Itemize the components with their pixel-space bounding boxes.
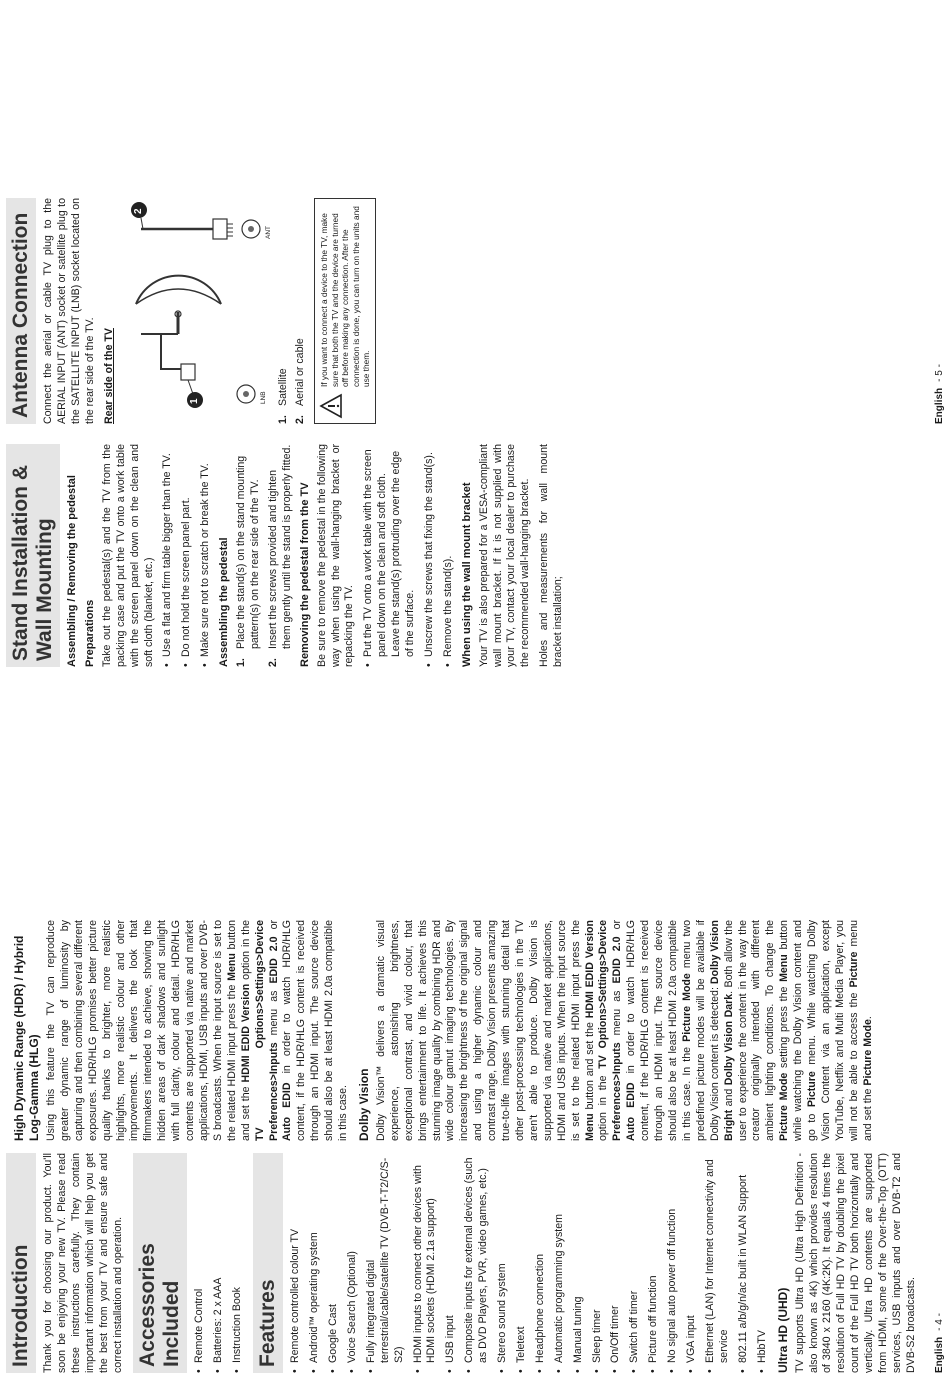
list-item: • Google Cast — [327, 1153, 341, 1373]
list-item: • Use a flat and firm table bigger than the TV. — [161, 444, 175, 667]
list-item: 2. Aerial or cable — [294, 338, 307, 424]
assembly-steps — [235, 444, 295, 667]
list-item: • Instruction Book — [231, 1153, 245, 1373]
satellite-dish-icon — [136, 276, 221, 380]
list-item: • Do not hold the screen panel part. — [180, 444, 194, 667]
list-item: • Automatic programming system — [553, 1153, 567, 1373]
removing-list — [362, 444, 455, 667]
list-item: • Batteries: 2 x AAA — [212, 1153, 226, 1373]
antenna-heading: Antenna Connection — [6, 198, 36, 424]
warning-text: If you want to connect a device to the TV, make sure that both the TV and the device are turned off before making any connection. After the connection is done, you can turn on the units and use them. — [319, 206, 371, 387]
accessories-list — [193, 1153, 245, 1373]
ant-label: ANT — [264, 226, 272, 239]
hdr-heading: High Dynamic Range (HDR) / Hybrid Log-Gamma (HLG) — [12, 935, 41, 1141]
features-list — [289, 1153, 769, 1373]
list-item: • Stereo sound system — [496, 1153, 510, 1373]
list-item: • Remove the stand(s). — [442, 444, 456, 667]
accessories-heading: Accessories Included — [133, 1153, 187, 1373]
list-item: • Switch off timer — [628, 1153, 642, 1373]
wall-mount-holes-text: Holes and measurements for wall mount bracket installation; — [538, 444, 565, 667]
warning-icon — [319, 393, 343, 419]
assembling-heading: Assembling / Removing the pedestal — [66, 475, 78, 667]
footer-right: English- 5 - — [934, 364, 945, 424]
uhd-text: TV supports Ultra HD (Ultra High Definition - also known as 4K) which provides resolution of 3840 x 2160 (4K:2K). It equals 4 times the resolution of Full HD TV by doubling the pixel count of the Full HD TV both horizontally and vertically. Ultra HD contents are supported from HDMI, some of the Over-the-Top (OTT) services, USB inputs and over DVB-T2 and DVB-S2 broadcasts. — [793, 1153, 917, 1373]
preparations-heading: Preparations — [83, 599, 96, 667]
rear-side-label: Rear side of the TV — [102, 328, 115, 424]
antenna-text: Connect the aerial or cable TV plug to the AERIAL INPUT (ANT) socket or satellite plug to the SATELLITE INPUT (LNB) socket located on the rear side of the TV. — [42, 198, 96, 424]
hdr-text: Using this feature the TV can reproduce greater dynamic range of luminosity by capturing and then combining several different exposures. HDR/HLG promises better picture quality thanks to brighter, more realistic highlights, more realistic colour and other improvements. It delivers the look that filmmakers intended to achieve, showing the hidden areas of dark shadows and sunlight with full clarity, colour and detail. HDR/HLG contents are supported via native and market applications, HDMI, USB inputs and over DVB-S broadcasts. When the input source is set to the related HDMI input press the Menu button and set the HDMI EDID Version option in the TV Options>Settings>Device Preferences>Inputs menu as EDID 2.0 or Auto EDID in order to watch HDR/HLG content, if the HDR/HLG content is received through an HDMI input. The source device should also be at least HDMI 2.0a compatible in this case. — [45, 919, 350, 1141]
list-item: • Composite inputs for external devices (such as DVD Players, PVR, video games, etc.) — [463, 1153, 491, 1373]
warning-box — [314, 198, 376, 424]
list-item: • VGA input — [685, 1153, 699, 1373]
callout-1-number: 1 — [188, 398, 200, 404]
dolby-heading: Dolby Vision — [356, 1068, 371, 1141]
intro-text: Thank you for choosing our product. You'll soon be enjoying your new TV. Please read these instructions carefully. They contain important information which will help you get the best from your TV and ensure safe and correct installation and operation. — [42, 1153, 124, 1373]
list-item: • Teletext — [515, 1153, 529, 1373]
list-item: • On/Off timer — [609, 1153, 623, 1373]
list-item: • Unscrew the screws that fixing the stand(s). — [423, 444, 437, 667]
list-item: 1. Place the stand(s) on the stand mounting pattern(s) on the rear side of the TV. — [235, 455, 261, 667]
antenna-diagram — [121, 198, 271, 424]
list-item: • HDMI inputs to connect other devices with HDMI sockets (HDMI 2.1a support) — [412, 1153, 440, 1373]
list-item: • Remote Control — [193, 1153, 207, 1373]
list-item: • Android™ operating system — [308, 1153, 322, 1373]
preparations-text: Take out the pedestal(s) and the TV from the packing case and put the TV onto a work table with the screen panel down on the clean and soft cloth (blanket, etc.) — [100, 444, 155, 667]
antenna-diagram-graphic — [121, 198, 271, 424]
column-2 — [6, 920, 881, 1141]
footer-left: English- 4 - — [934, 1313, 945, 1373]
list-item: • No signal auto power off function — [666, 1153, 680, 1373]
assembling-pedestal-heading: Assembling the pedestal — [218, 537, 231, 667]
uhd-heading: Ultra HD (UHD) — [775, 1287, 790, 1373]
list-item: • Picture off function — [647, 1153, 661, 1373]
list-item: • USB input — [444, 1153, 458, 1373]
list-item: 2. Insert the screws provided and tighten them gently until the stand is properly fitted. — [266, 444, 293, 667]
list-item: 1. Satellite — [276, 368, 289, 424]
antenna-legend — [277, 198, 309, 424]
list-item: • Ethernet (LAN) for Internet connectivity and service — [704, 1153, 732, 1373]
column-1 — [6, 1153, 924, 1373]
column-3 — [6, 444, 571, 667]
preparations-list — [161, 444, 213, 667]
lnb-socket-icon — [237, 385, 255, 403]
list-item: • Fully integrated digital terrestrial/cable/satellite TV (DVB-T-T2/C/S-S2) — [365, 1153, 407, 1373]
lnb-label: LNB — [259, 391, 267, 404]
list-item: • Remote controlled colour TV — [289, 1153, 303, 1373]
list-item: • HbbTV — [756, 1153, 770, 1373]
removing-heading: Removing the pedestal from the TV — [298, 482, 311, 667]
callout-2-number: 2 — [132, 208, 144, 214]
wall-mount-text: Your TV is also prepared for a VESA-compliant wall mount bracket. If it is not supplied with your TV, contact your local dealer to purchase the recommended wall-hanging bracket. — [477, 444, 532, 667]
column-4 — [6, 198, 376, 424]
intro-heading: Introduction — [6, 1153, 36, 1373]
features-heading: Features — [253, 1153, 283, 1373]
list-item: • Voice Search (Optional) — [346, 1153, 360, 1373]
callout-2-icon — [131, 202, 147, 229]
list-item: • 802.11 a/b/g/n/ac built in WLAN Support — [737, 1153, 751, 1373]
ant-socket-icon — [242, 220, 260, 238]
removing-text: Be sure to remove the pedestal in the following way when using the wall-hanging bracket or repacking the TV. — [315, 444, 356, 667]
stand-heading: Stand Installation & Wall Mounting — [6, 444, 60, 667]
list-item: • Make sure not to scratch or break the TV. — [199, 444, 213, 667]
list-item: • Sleep timer — [591, 1153, 605, 1373]
aerial-plug-icon — [141, 219, 233, 239]
list-item: • Manual tuning — [572, 1153, 586, 1373]
dolby-text: Dolby Vision™ delivers a dramatic visual experience, astonishing brightness, exceptional contrast, and vivid colour, that brings entertainment to life. It achieves this stunning image quality by combining HDR and wide colour gamut imaging technologies. By increasing the brightness of the original signal and using a higher dynamic colour and contrast range, Dolby Vision presents amazing true-to-life images with stunning detail that other post-processing technologies in the TV aren't able to produce. Dolby Vision is supported via native and market applications, HDMI and USB inputs. When the input source is set to the related HDMI input press the Menu button and set the HDMI EDID Version option in the TV Options>Settings>Device Preferences>Inputs menu as EDID 2.0 or Auto EDID in order to watch HDR/HLG content, if the HDR/HLG content is received through an HDMI input. The source device should also be at least HDMI 2.0a compatible in this case. In the Picture Mode menu two predefined picture modes will be available if Dolby Vision content is detected: Dolby Vision Bright and Dolby Vision Dark. Both allow the user to experience the content in the way the creator originally intended with different ambient lighting conditions. To change the Picture Mode setting press the Menu button while watching the Dolby Vision content and go to Picture menu. While watching Dolby Vision Content via an application, except YouTube, Netflix and Multi Media Player, you will not be able to access the Picture menu and set the Picture Mode. — [374, 919, 874, 1141]
list-item: • Headphone connection — [534, 1153, 548, 1373]
list-item: • Put the TV onto a work table with the screen panel down on the clean and soft cloth. Leave the stand(s) protruding over the edge of the surface. — [362, 444, 418, 667]
wall-mount-heading: When using the wall mount bracket — [460, 482, 473, 667]
